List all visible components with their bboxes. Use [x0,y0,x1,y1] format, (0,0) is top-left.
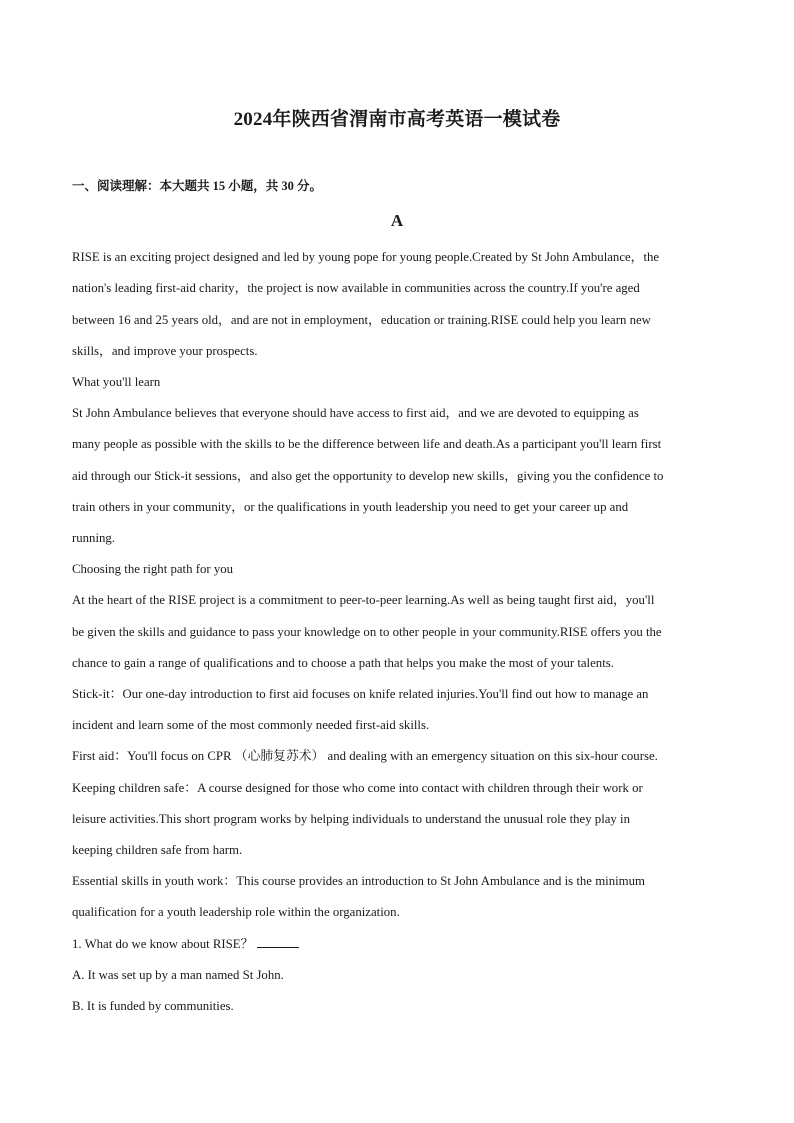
passage-line: skills，and improve your prospects. [72,344,258,358]
subheading-choosing-path: Choosing the right path for you [72,562,234,576]
passage-line: chance to gain a range of qualifications and to choose a path that helps you make the most of your talents. [72,656,614,670]
passage-line: between 16 and 25 years old，and are not in employment，education or training.RISE could help you learn new [72,313,651,327]
passage-line: running. [72,531,116,545]
question-stem: 1. What do we know about RISE？ [72,937,254,951]
passage-line: Essential skills in youth work：This course provides an introduction to St John Ambulance and is the minimum [72,874,645,888]
passage-line: incident and learn some of the most commonly needed first-aid skills. [72,718,430,732]
passage-line: leisure activities.This short program works by helping individuals to understand the unusual role they play in [72,812,630,826]
passage-line: St John Ambulance believes that everyone should have access to first aid，and we are devoted to equipping as [72,406,639,420]
option-b: B. It is funded by communities. [72,999,234,1013]
answer-blank[interactable] [257,935,299,948]
passage-line: RISE is an exciting project designed and led by young pope for young people.Created by St John Ambulance，the [72,250,660,264]
passage-line: be given the skills and guidance to pass your knowledge on to other people in your community.RISE offers you the [72,625,662,639]
section-heading: 一、阅读理解：本大题共 15 小题，共 30 分。 [72,179,323,193]
passage-line: At the heart of the RISE project is a commitment to peer-to-peer learning.As well as being taught first aid，you'll [72,593,655,607]
passage-line: nation's leading first-aid charity，the project is now available in communities across the country.If you're aged [72,281,640,295]
question-stem-line [72,935,732,953]
passage-line: First aid：You'll focus on CPR （心肺复苏术） and dealing with an emergency situation on this six-hour course. [72,749,658,763]
passage-line: Keeping children safe：A course designed for those who come into contact with children through their work or [72,781,643,795]
passage-line: Stick-it：Our one-day introduction to first aid focuses on knife related injuries.You'll find out how to manage an [72,687,649,701]
passage-line: train others in your community，or the qualifications in youth leadership you need to get your career up and [72,500,629,514]
passage-line: many people as possible with the skills to be the difference between life and death.As a participant you'll learn first [72,437,662,451]
passage-line: keeping children safe from harm. [72,843,243,857]
page-title: 2024年陕西省渭南市高考英语一模试卷 [233,109,561,130]
subheading-what-you-learn: What you'll learn [72,375,161,389]
passage-line: aid through our Stick-it sessions，and also get the opportunity to develop new skills，giving you the confidence to [72,469,664,483]
passage-line: qualification for a youth leadership role within the organization. [72,905,400,919]
option-a: A. It was set up by a man named St John. [72,968,284,982]
passage-label: A [390,211,404,230]
